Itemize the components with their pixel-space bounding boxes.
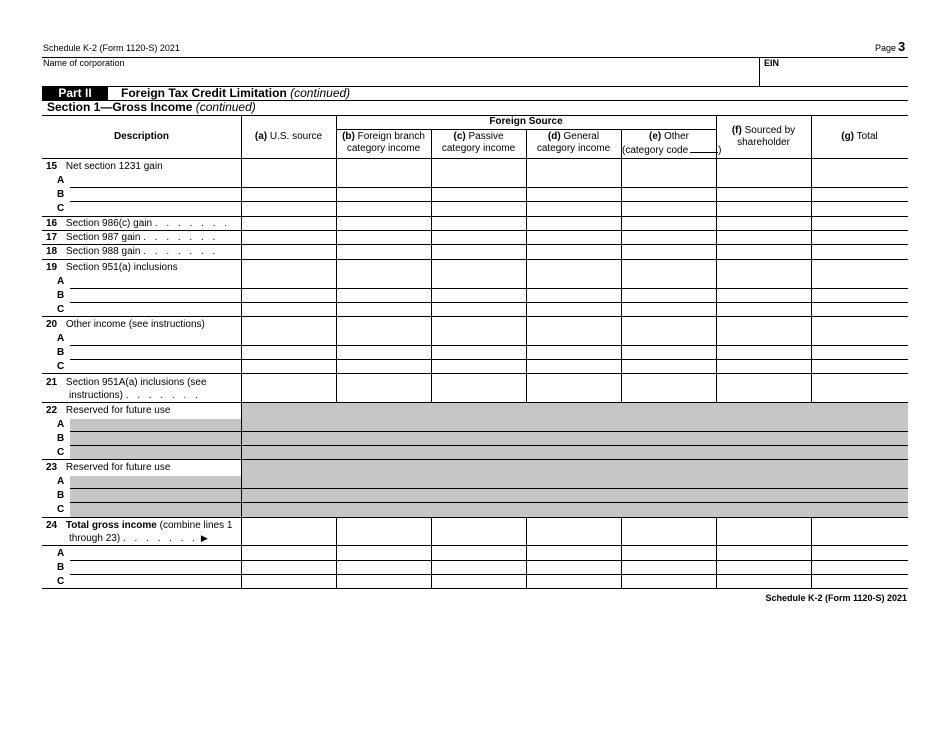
line-21-num: 21 — [46, 377, 58, 388]
line-22 — [46, 405, 170, 416]
line-17-num: 17 — [46, 232, 58, 243]
line-22a-label: A — [57, 419, 65, 430]
line-16 — [46, 218, 230, 229]
line-21-text: Section 951A(a) inclusions (see — [65, 377, 207, 388]
col-f-header — [716, 125, 811, 149]
col-e-text: Other — [664, 131, 690, 142]
section-title-suffix: (continued) — [195, 100, 256, 114]
col-foreign-source: Foreign Source — [489, 116, 563, 127]
line-18-num: 18 — [46, 246, 58, 257]
line-20c-label: C — [57, 361, 65, 372]
col-e-header: (e) Other (category code ) — [622, 131, 722, 156]
col-g-header — [811, 131, 908, 142]
part-title — [121, 86, 350, 101]
line-20-num: 20 — [46, 319, 58, 330]
name-of-corporation-label: Name of corporation — [43, 58, 125, 68]
col-description: Description — [113, 131, 169, 142]
line-23c-label: C — [57, 504, 65, 515]
col-a-key: (a) — [254, 131, 268, 142]
line-24 — [46, 519, 232, 545]
line-17 — [46, 232, 218, 243]
line-19-text: Section 951(a) inclusions — [65, 262, 178, 273]
col-a-text: U.S. source — [269, 131, 323, 142]
line-18-text: Section 988 gain — [65, 246, 141, 257]
line-20 — [46, 319, 205, 330]
line-15b-label: B — [57, 189, 65, 200]
footer-form-id: Schedule K-2 (Form 1120-S) 2021 — [765, 593, 907, 603]
line-20-text: Other income (see instructions) — [65, 319, 205, 330]
line-22-text: Reserved for future use — [65, 405, 171, 416]
line-24-arrow-icon: ▶ — [200, 533, 208, 543]
form-id: Schedule K-2 (Form 1120-S) 2021 — [43, 43, 180, 53]
col-c-header — [431, 131, 526, 155]
col-f-key: (f) — [731, 125, 742, 136]
line-23a-label: A — [57, 476, 65, 487]
line-18 — [46, 246, 218, 257]
col-f-text: Sourced by — [744, 125, 796, 136]
line-20a-label: A — [57, 333, 65, 344]
col-b-header — [336, 131, 431, 155]
line-16-dots: . . . . . . . — [154, 218, 230, 229]
page-number: 3 — [898, 39, 906, 54]
col-d-key: (d) — [547, 131, 561, 142]
col-a-header — [241, 131, 336, 142]
line-24c-label: C — [57, 576, 65, 587]
line-16-num: 16 — [46, 218, 58, 229]
line-19-num: 19 — [46, 262, 58, 273]
line-23-text: Reserved for future use — [65, 462, 171, 473]
line-24-num: 24 — [46, 520, 58, 531]
line-23 — [46, 462, 170, 473]
line-21 — [46, 376, 207, 402]
line-18-dots: . . . . . . . — [143, 246, 219, 257]
line-15a-label: A — [57, 175, 65, 186]
ein-field[interactable] — [764, 68, 906, 86]
col-d-text2: category income — [536, 143, 611, 154]
name-of-corporation-field[interactable] — [42, 68, 758, 86]
line-19a-label: A — [57, 276, 65, 287]
line-21-dots: . . . . . . . — [125, 390, 201, 401]
category-code-field[interactable] — [690, 143, 718, 153]
line-24b-label: B — [57, 562, 65, 573]
line-19 — [46, 262, 178, 273]
col-b-text: Foreign branch — [357, 131, 425, 142]
shaded-line-23-desc — [70, 476, 241, 517]
line-21-text2: instructions) — [69, 390, 123, 401]
col-f-text2: shareholder — [737, 137, 790, 148]
line-19b-label: B — [57, 290, 65, 301]
line-24-text2: through 23) — [69, 533, 121, 544]
line-16-text: Section 986(c) gain — [65, 218, 153, 229]
part-badge: Part II — [42, 87, 108, 100]
line-15 — [46, 161, 163, 172]
col-c-text: Passive — [468, 131, 504, 142]
shaded-line-22-desc — [70, 419, 241, 459]
line-15-num: 15 — [46, 161, 58, 172]
col-e-text2: (category code — [622, 145, 689, 156]
part-title-text: Foreign Tax Credit Limitation — [121, 86, 287, 100]
section-title — [47, 100, 256, 115]
line-24-text: (combine lines 1 — [159, 520, 233, 531]
line-24-bold: Total gross income — [65, 520, 157, 531]
line-17-text: Section 987 gain — [65, 232, 141, 243]
col-c-text2: category income — [441, 143, 516, 154]
part-title-suffix: (continued) — [290, 86, 351, 100]
line-24-dots: . . . . . . . — [122, 533, 199, 544]
shaded-reserved-block — [242, 403, 908, 517]
col-d-header — [526, 131, 621, 155]
section-title-text: Section 1—Gross Income — [47, 100, 193, 114]
col-b-key: (b) — [342, 131, 355, 142]
col-g-text: Total — [856, 131, 878, 142]
line-22c-label: C — [57, 447, 65, 458]
line-15-text: Net section 1231 gain — [65, 161, 163, 172]
col-b-text2: category income — [346, 143, 421, 154]
line-24a-label: A — [57, 548, 65, 559]
col-e-key: (e) — [648, 131, 662, 142]
col-g-key: (g) — [841, 131, 855, 142]
page-label: Page — [875, 43, 897, 53]
line-15c-label: C — [57, 203, 65, 214]
ein-label: EIN — [764, 58, 780, 68]
line-22b-label: B — [57, 433, 65, 444]
line-20b-label: B — [57, 347, 65, 358]
line-22-num: 22 — [46, 405, 58, 416]
col-d-text: General — [563, 131, 600, 142]
line-19c-label: C — [57, 304, 65, 315]
line-23-num: 23 — [46, 462, 58, 473]
col-c-key: (c) — [453, 131, 466, 142]
line-23b-label: B — [57, 490, 65, 501]
line-17-dots: . . . . . . . — [143, 232, 219, 243]
